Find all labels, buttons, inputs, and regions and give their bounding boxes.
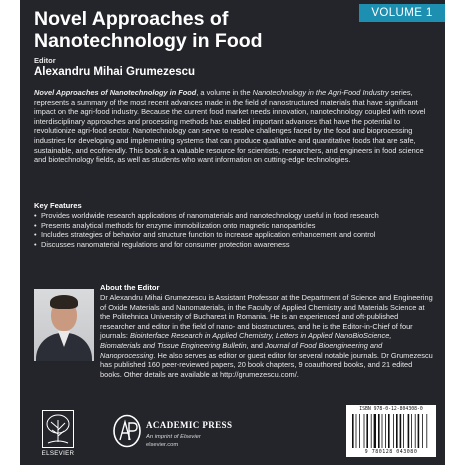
key-feature-item: • Presents analytical methods for enzyme immobilization onto magnetic nanoparticles: [34, 221, 434, 231]
bio-journals-1: Biointerface Research in Applied Chemistry, Letters in Applied NanoBioScience, Biomaterials and Tissue Engineering Bulletin: [100, 331, 392, 350]
bio-text-3: . He also serves as editor or guest editor for several notable journals. Dr Grumezescu has published 160 peer-reviewed papers, 20 book chapters, 9 coauthored books, and 21 edited books. Other details are available at http://grumezescu.com/.: [100, 350, 433, 379]
barcode-bar: [352, 414, 354, 448]
key-features-list: [34, 211, 434, 249]
barcode-bar: [415, 414, 416, 448]
barcode-bar: [371, 414, 372, 448]
barcode-bar: [378, 414, 380, 448]
academic-press-logo-icon: [112, 414, 142, 448]
barcode-bar: [359, 414, 360, 448]
barcode-bar: [403, 414, 404, 448]
isbn-text: ISBN 978-0-12-804308-0: [359, 407, 423, 412]
key-feature-item: • Discusses nanomaterial regulations and for consumer protection awareness: [34, 240, 434, 250]
bio-text-1: Dr Alexandru Mihai Grumezescu is Assistant Professor at the Department of Science and Engineering of Oxide Materials and Nanomaterials, in the Faculty of Applied Chemistry and Materials Science at the Politehnica University of Bucharest in Romania. He is an experienced and oft-published researcher and editor in the field of nano- and biostructures, and he is the Editor-in-Chief of four journals:: [100, 293, 433, 341]
barcode-bar: [418, 414, 420, 448]
title-line-2: Nanotechnology in Food: [34, 30, 263, 52]
editor-photo: [34, 289, 94, 361]
about-editor-heading: About the Editor: [100, 283, 160, 292]
bio-text-2: , and: [246, 340, 266, 350]
barcode-bar: [422, 414, 423, 448]
elsevier-site: elsevier.com: [146, 442, 179, 448]
barcode-bars: [352, 414, 430, 448]
barcode-bar: [408, 414, 410, 448]
elsevier-tree-icon: [42, 410, 74, 448]
barcode-bar: [364, 414, 365, 448]
barcode-bar: [411, 414, 412, 448]
description-series: Nanotechnology in the Agri-Food Industry: [252, 88, 389, 97]
barcode-bar: [356, 414, 357, 448]
key-feature-item: • Includes strategies of behavior and structure function to increase application enhancement and control: [34, 230, 434, 240]
photo-hair: [50, 295, 78, 309]
barcode-bar: [393, 414, 394, 448]
barcode-bar: [396, 414, 398, 448]
barcode-bar: [426, 414, 427, 448]
bio-journals-2: Journal of Food Bioengineering and Nanoprocessing: [100, 340, 383, 360]
barcode-bar: [385, 414, 386, 448]
title-line-1: Novel Approaches of: [34, 8, 229, 30]
book-title: [34, 8, 344, 52]
barcode-bar: [374, 414, 376, 448]
description-text-1: , a volume in the: [196, 88, 253, 97]
isbn-digits: 9 780128 043080: [364, 449, 418, 455]
description-text-2: series, represents a summary of the most recent advances made in the field of nanostructured materials that have significant impact on the agri-food industry. Because the current food market needs innovation, nanotechnology coupled with novel interdisciplinary approaches and processing methods has enabled important advances that have the potential to revolutionize agri-food sector. Nanotechnology can serve to resolve challenges faced by the food and bioprocessing industries for developing and implementing systems that can produce qualitative and quantitative foods that are safe, sustainable, and ecofriendly. This book is a valuable resource for scientists, researchers, and engineers in food science and biotechnology fields, as well as students who want information on cutting-edge technologies.: [34, 88, 426, 165]
barcode-bar: [388, 414, 390, 448]
key-features-heading: Key Features: [34, 201, 82, 210]
editor-name: Alexandru Mihai Grumezescu: [34, 66, 196, 78]
key-feature-item: • Provides worldwide research applications of nanomaterials and nanotechnology useful in food research: [34, 211, 434, 221]
back-cover: [20, 0, 445, 465]
academic-press-name: ACADEMIC PRESS: [146, 420, 233, 430]
elsevier-logo: [36, 410, 80, 458]
about-editor-bio: [100, 293, 434, 379]
imprint-text: An imprint of Elsevier: [146, 434, 201, 440]
book-description: [34, 88, 432, 165]
editor-label: Editor: [34, 56, 56, 65]
barcode-bar: [382, 414, 383, 448]
barcode-bar: [366, 414, 368, 448]
barcode-bar: [400, 414, 402, 448]
volume-badge: VOLUME 1: [359, 4, 445, 22]
description-book-title: Novel Approaches of Nanotechnology in Food: [34, 88, 197, 97]
elsevier-name: ELSEVIER: [41, 450, 75, 457]
isbn-barcode: [346, 405, 436, 457]
